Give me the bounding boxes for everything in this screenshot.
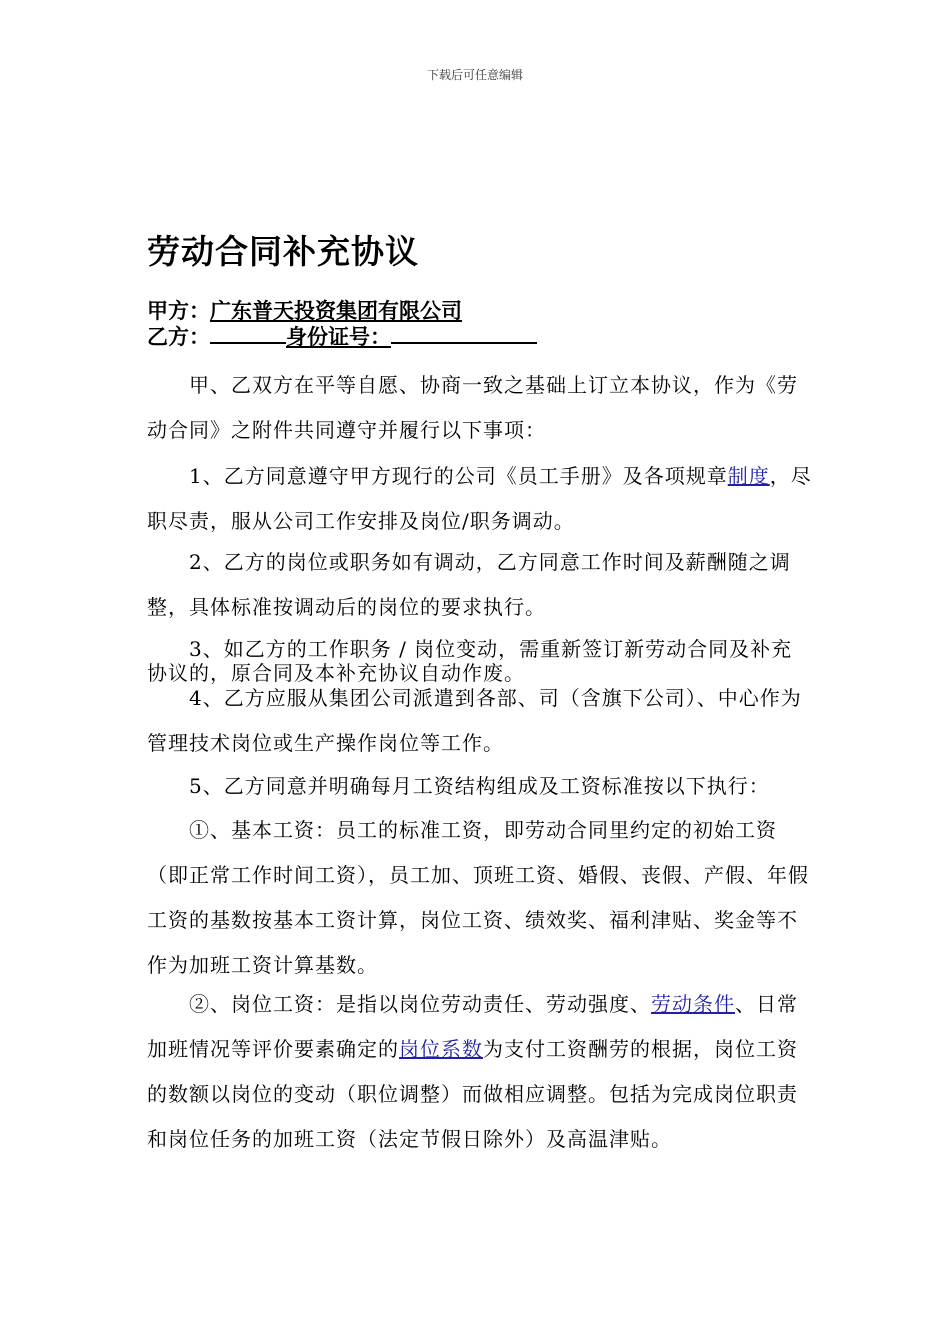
party-b-id-label: 身份证号： bbox=[286, 325, 391, 349]
clause-1-text-a: 1、乙方同意遵守甲方现行的公司《员工手册》及各项规章 bbox=[189, 464, 728, 488]
sub-clause-2-text-b: 、日常加班情况等评价要素确定的 bbox=[147, 992, 798, 1061]
party-b-line bbox=[147, 324, 537, 350]
sub-clause-1: ①、基本工资：员工的标准工资，即劳动合同里约定的初始工资（即正常工作时间工资），员工加、顶班工资、婚假、丧假、产假、年假工资的基数按基本工资计算，岗位工资、绩效奖、福利津贴、奖金等不作为加班工资计算基数。 bbox=[147, 818, 809, 977]
clause-3: 3、如乙方的工作职务 / 岗位变动，需重新签订新劳动合同及补充协议的，原合同及本补充协议自动作废。 bbox=[147, 637, 793, 685]
clause-1-link[interactable]: 制度 bbox=[727, 464, 770, 488]
clause-4: 4、乙方应服从集团公司派遣到各部、司（含旗下公司）、中心作为管理技术岗位或生产操作岗位等工作。 bbox=[147, 686, 802, 755]
sub-clause-2-link-1[interactable]: 劳动条件 bbox=[651, 992, 735, 1016]
header-note: 下载后可任意编辑 bbox=[426, 68, 523, 82]
clause-1 bbox=[147, 454, 812, 544]
party-a-label: 甲方： bbox=[147, 299, 210, 323]
sub-clause-2-text-c: 为支付工资酬劳的根据，岗位工资的数额以岗位的变动（职位调整）而做相应调整。包括为完成岗位职责和岗位任务的加班工资（法定节假日除外）及高温津贴。 bbox=[147, 1037, 798, 1151]
sub-clause-2-text-a: ②、岗位工资：是指以岗位劳动责任、劳动强度、 bbox=[189, 992, 651, 1016]
party-b-label: 乙方： bbox=[147, 325, 210, 349]
intro-paragraph: 甲、乙双方在平等自愿、协商一致之基础上订立本协议，作为《劳动合同》之附件共同遵守并履行以下事项： bbox=[147, 373, 798, 442]
clause-2: 2、乙方的岗位或职务如有调动，乙方同意工作时间及薪酬随之调整，具体标准按调动后的岗位的要求执行。 bbox=[147, 550, 791, 619]
party-b-id-blank[interactable] bbox=[391, 324, 537, 344]
sub-clause-2 bbox=[147, 982, 812, 1162]
party-b-name-blank[interactable] bbox=[210, 324, 286, 344]
document-title: 劳动合同补充协议 bbox=[147, 232, 419, 271]
sub-clause-2-link-2[interactable]: 岗位系数 bbox=[399, 1037, 483, 1061]
party-a-line bbox=[147, 298, 462, 324]
party-a-name: 广东普天投资集团有限公司 bbox=[210, 299, 462, 323]
clause-5: 5、乙方同意并明确每月工资结构组成及工资标准按以下执行： bbox=[189, 774, 770, 798]
clause-1-text-b: ，尽职尽责，服从公司工作安排及岗位/职务调动。 bbox=[147, 464, 812, 533]
